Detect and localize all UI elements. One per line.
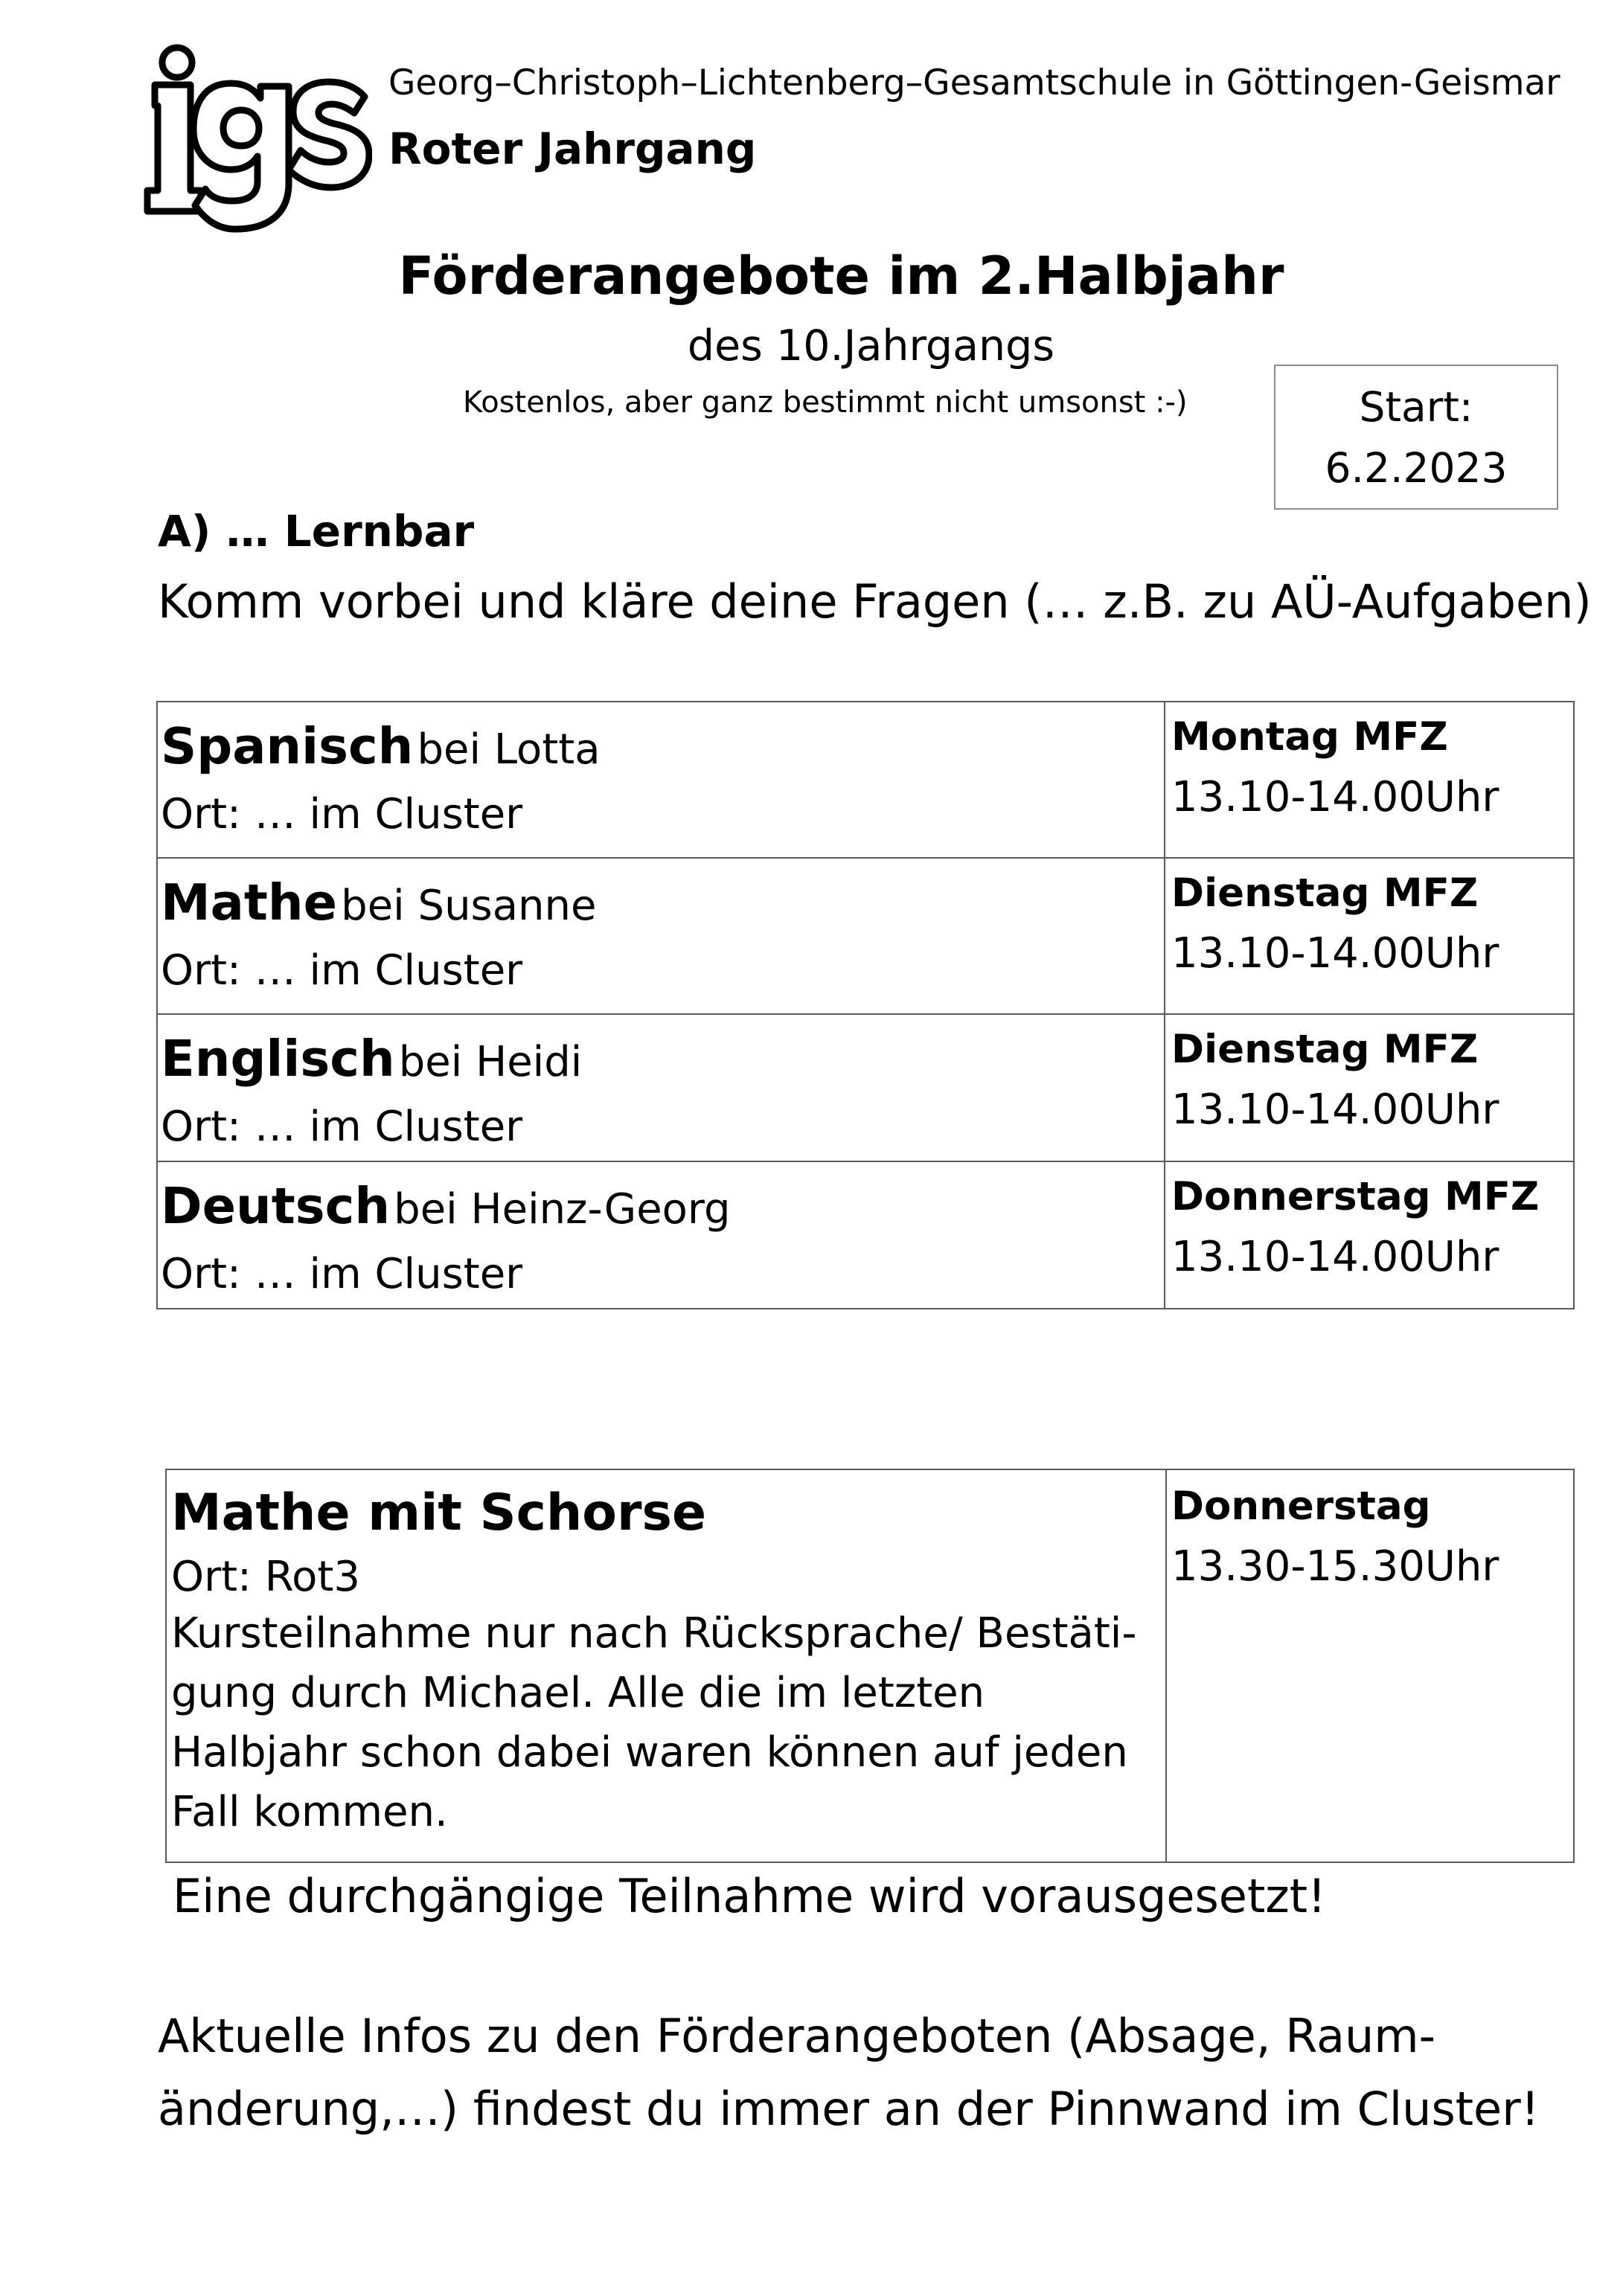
section-heading: A) … Lernbar xyxy=(158,506,475,557)
course-subject: Mathe xyxy=(161,873,338,931)
schedule-cell xyxy=(1165,1014,1574,1161)
course-cell xyxy=(157,1161,1165,1309)
course-teacher: bei Susanne xyxy=(341,882,597,930)
course-teacher: bei Lotta xyxy=(417,725,601,774)
course-cell xyxy=(157,702,1165,858)
course-time: 13.10-14.00Uhr xyxy=(1171,773,1499,821)
course-cell xyxy=(157,1014,1165,1161)
table-row xyxy=(157,858,1574,1014)
course-time: 13.10-14.00Uhr xyxy=(1171,1086,1499,1134)
course-teacher: bei Heidi xyxy=(398,1038,583,1086)
lernbar-course-table xyxy=(156,701,1575,1309)
section-intro: Komm vorbei und kläre deine Fragen (… z.B. zu AÜ-Aufgaben) xyxy=(158,574,1592,629)
table-row xyxy=(157,1161,1574,1309)
course-day: Montag MFZ xyxy=(1171,714,1448,760)
course-place: Ort: … im Cluster xyxy=(161,1250,523,1298)
course-time: 13.10-14.00Uhr xyxy=(1171,929,1499,978)
table-row xyxy=(157,1014,1574,1161)
info-note: Aktuelle Infos zu den Förderangeboten (Absage, Raum-änderung,…) findest du immer an der Pinnwand im Cluster! xyxy=(158,2009,1540,2136)
school-logo xyxy=(141,42,372,250)
course-subject: Deutsch xyxy=(161,1177,391,1235)
course-place: Ort: Rot3 xyxy=(171,1553,360,1601)
schedule-cell xyxy=(1166,1469,1574,1862)
course-day: Dienstag MFZ xyxy=(1171,1027,1479,1072)
year-group: Roter Jahrgang xyxy=(388,124,757,174)
course-cell xyxy=(157,858,1165,1014)
course-subject: Spanisch xyxy=(161,717,414,775)
course-time: 13.10-14.00Uhr xyxy=(1171,1233,1499,1281)
course-day: Donnerstag MFZ xyxy=(1171,1174,1540,1219)
document-title: Förderangebote im 2.Halbjahr xyxy=(398,246,1284,307)
start-date-box xyxy=(1274,365,1558,510)
schedule-cell xyxy=(1165,702,1574,858)
course-teacher: bei Heinz-Georg xyxy=(394,1185,731,1234)
schedule-cell xyxy=(1165,858,1574,1014)
course-note: Kursteilnahme nur nach Rücksprache/ Bestäti-gung durch Michael. Alle die im letzten Halbjahr schon dabei waren können auf jeden Fall kommen. xyxy=(171,1609,1137,1836)
schorse-course-table xyxy=(165,1469,1575,1863)
course-day: Dienstag MFZ xyxy=(1171,870,1479,916)
table-row xyxy=(157,702,1574,858)
table-row xyxy=(166,1469,1574,1862)
course-cell xyxy=(166,1469,1166,1862)
course-subject: Englisch xyxy=(161,1030,395,1088)
school-name: Georg–Christoph–Lichtenberg–Gesamtschule in Göttingen-Geismar xyxy=(388,62,1560,103)
document-subtitle: des 10.Jahrgangs xyxy=(687,321,1055,371)
course-place: Ort: … im Cluster xyxy=(161,790,523,838)
course-time: 13.30-15.30Uhr xyxy=(1171,1542,1499,1591)
requirement-note: Eine durchgängige Teilnahme wird vorausgesetzt! xyxy=(173,1869,1326,1923)
schedule-cell xyxy=(1165,1161,1574,1309)
start-date: 6.2.2023 xyxy=(1325,444,1508,492)
start-label: Start: xyxy=(1359,383,1473,431)
course-place: Ort: … im Cluster xyxy=(161,946,523,995)
course-subject: Mathe mit Schorse xyxy=(171,1484,707,1542)
course-day: Donnerstag xyxy=(1171,1484,1431,1529)
course-place: Ort: … im Cluster xyxy=(161,1103,523,1151)
document-tagline: Kostenlos, aber ganz bestimmt nicht umsonst :-) xyxy=(463,385,1188,420)
